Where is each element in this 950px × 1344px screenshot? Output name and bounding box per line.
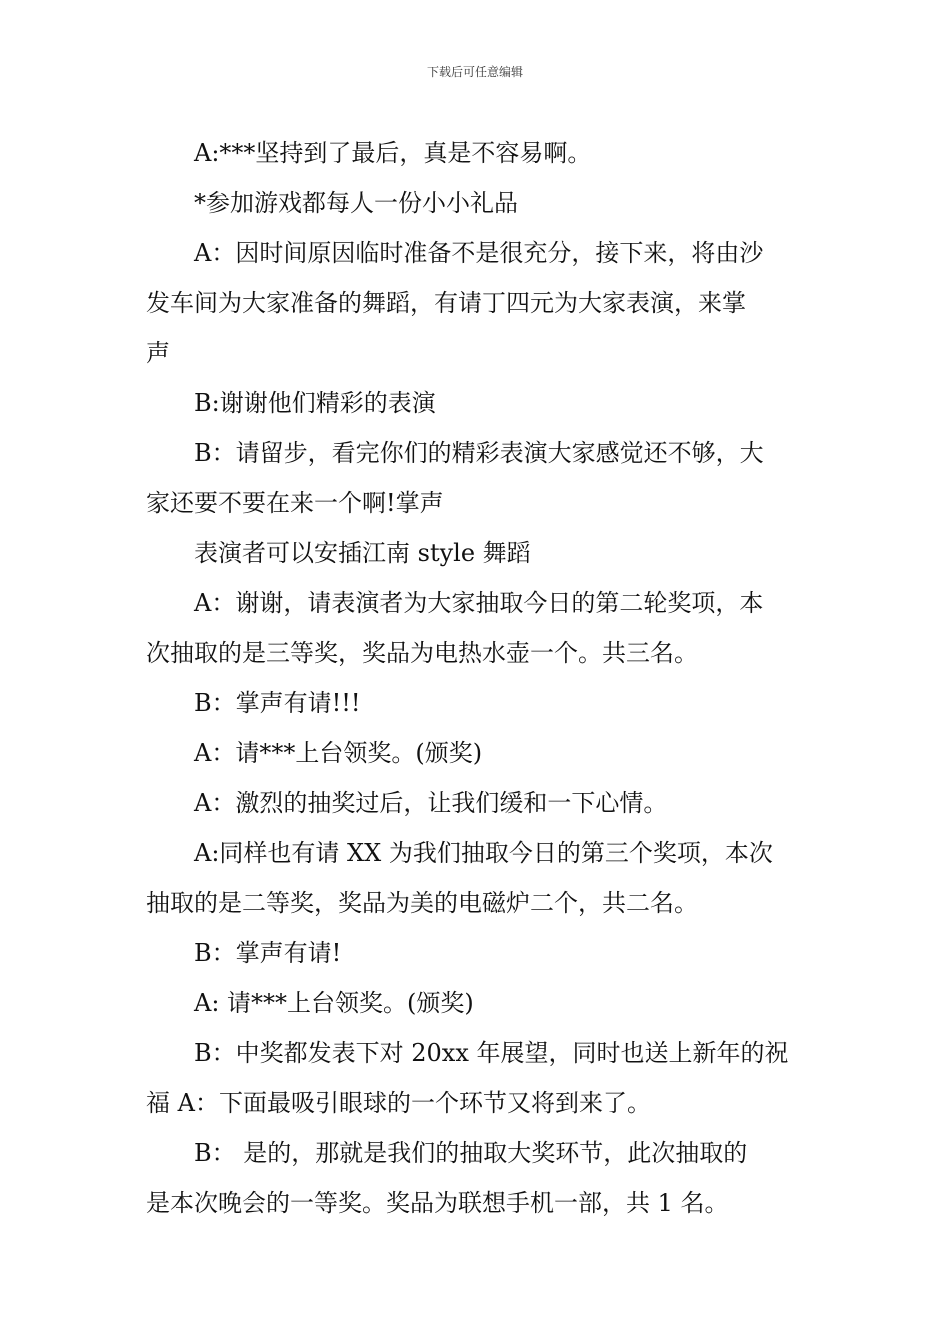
dialogue-line-continued: 福 A：下面最吸引眼球的一个环节又将到来了。 <box>146 1089 651 1117</box>
dialogue-line: B：中奖都发表下对 20xx 年展望，同时也送上新年的祝 <box>194 1039 789 1067</box>
dialogue-line: A：因时间原因临时准备不是很充分，接下来，将由沙 <box>194 239 764 267</box>
dialogue-line: A:同样也有请 XX 为我们抽取今日的第三个奖项，本次 <box>194 839 773 867</box>
document-body <box>146 128 810 1228</box>
dialogue-line-continued: 声 <box>146 339 170 367</box>
dialogue-line: A：激烈的抽奖过后，让我们缓和一下心情。 <box>194 789 668 817</box>
dialogue-line-continued: 是本次晚会的一等奖。奖品为联想手机一部，共 1 名。 <box>146 1189 729 1217</box>
dialogue-line-continued: 发车间为大家准备的舞蹈，有请丁四元为大家表演，来掌 <box>146 289 746 317</box>
dialogue-line-continued: 家还要不要在来一个啊!掌声 <box>146 489 444 517</box>
stage-direction-line: 表演者可以安插江南 style 舞蹈 <box>194 539 531 567</box>
dialogue-line: A: 请***上台领奖。(颁奖) <box>194 989 474 1017</box>
dialogue-line: B：请留步，看完你们的精彩表演大家感觉还不够，大 <box>194 439 764 467</box>
page-header-note: 下载后可任意编辑 <box>426 65 523 79</box>
dialogue-line: B： 是的，那就是我们的抽取大奖环节，此次抽取的 <box>194 1139 748 1167</box>
dialogue-line: A：请***上台领奖。(颁奖) <box>194 739 483 767</box>
dialogue-line: A:***坚持到了最后，真是不容易啊。 <box>194 139 592 167</box>
dialogue-line-continued: 次抽取的是三等奖，奖品为电热水壶一个。共三名。 <box>146 639 698 667</box>
dialogue-line: A：谢谢，请表演者为大家抽取今日的第二轮奖项，本 <box>194 589 764 617</box>
dialogue-line: B：掌声有请!!! <box>194 689 361 717</box>
dialogue-line-continued: 抽取的是二等奖，奖品为美的电磁炉二个，共二名。 <box>146 889 698 917</box>
dialogue-line: B：掌声有请! <box>194 939 342 967</box>
dialogue-line: B:谢谢他们精彩的表演 <box>194 389 436 417</box>
stage-direction-line: *参加游戏都每人一份小小礼品 <box>194 189 518 217</box>
